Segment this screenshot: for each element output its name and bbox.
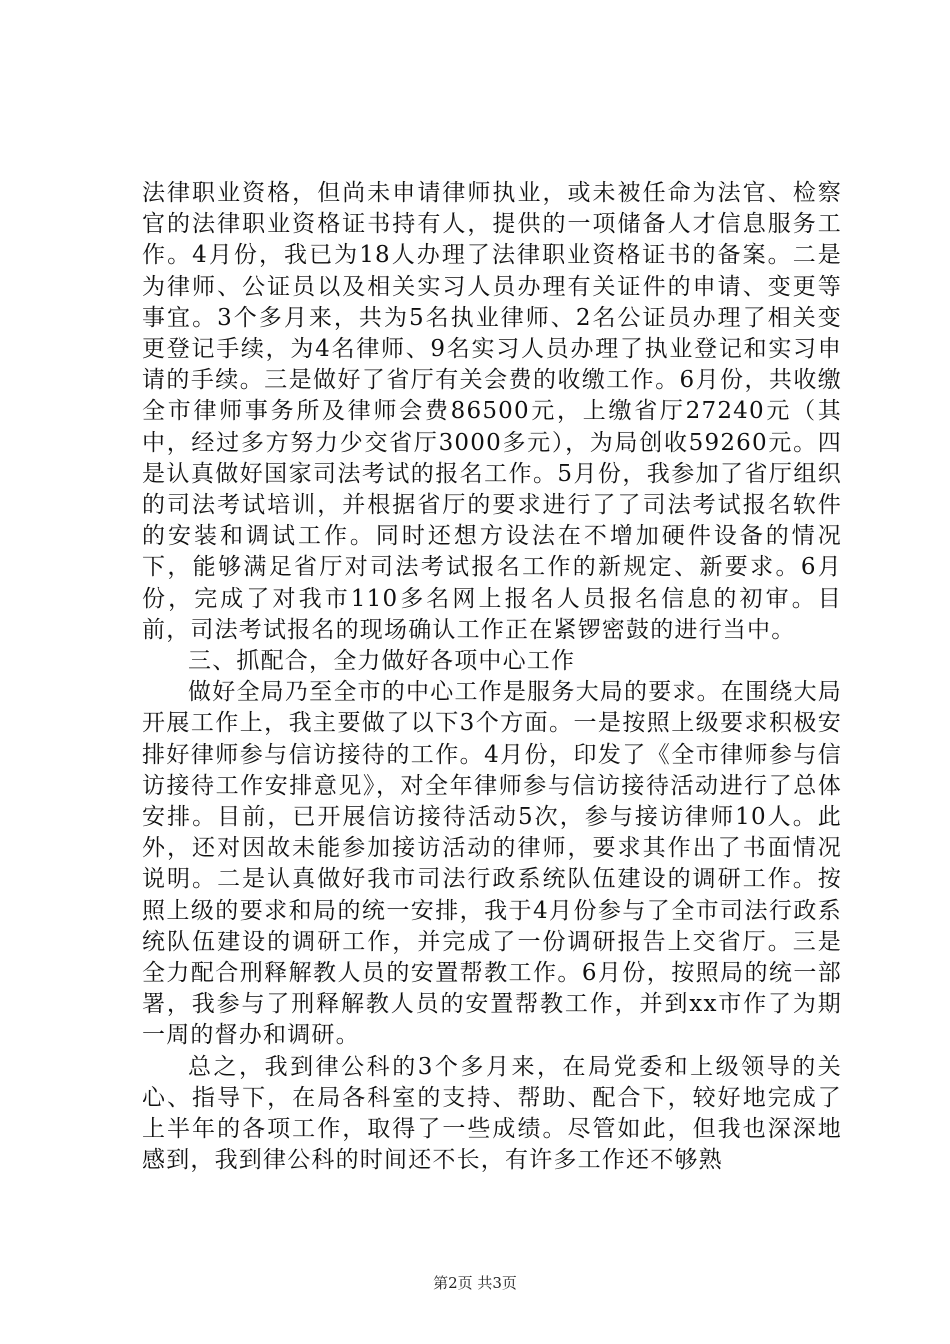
paragraph-central-work: 做好全局乃至全市的中心工作是服务大局的要求。在围绕大局开展工作上，我主要做了以下3个方面。一是按照上级要求积极安排好律师参与信访接待的工作。4月份，印发了《全市律师参与信访接待工作安排意见》，对全年律师参与信访接待活动进行了总体安排。目前，已开展信访接待活动5次，参与接访律师10人。此外，还对因故未能参加接访活动的律师，要求其作出了书面情况说明。二是认真做好我市司法行政系统队伍建设的调研工作。按照上级的要求和局的统一安排，我于4月份参与了全市司法行政系统队伍建设的调研工作，并完成了一份调研报告上交省厅。三是全力配合刑释解教人员的安置帮教工作。6月份，按照局的统一部署，我参与了刑释解教人员的安置帮教工作，并到xx市作了为期一周的督办和调研。 <box>142 679 842 1049</box>
section-heading: 三、抓配合，全力做好各项中心工作 <box>188 648 576 675</box>
page-footer: 第2页 共3页 <box>433 1274 517 1292</box>
paragraph-continuation: 法律职业资格，但尚未申请律师执业，或未被任命为法官、检察官的法律职业资格证书持有人，提供的一项储备人才信息服务工作。4月份，我已为18人办理了法律职业资格证书的备案。二是为律师、公证员以及相关实习人员办理有关证件的申请、变更等事宜。3个多月来，共为5名执业律师、2名公证员办理了相关变更登记手续，为4名律师、9名实习人员办理了执业登记和实习申请的手续。三是做好了省厅有关会费的收缴工作。6月份，共收缴全市律师事务所及律师会费86500元，上缴省厅27240元（其中，经过多方努力少交省厅3000多元），为局创收59260元。四是认真做好国家司法考试的报名工作。5月份，我参加了省厅组织的司法考试培训，并根据省厅的要求进行了了司法考试报名软件的安装和调试工作。同时还想方设法在不增加硬件设备的情况下，能够满足省厅对司法考试报名工作的新规定、新要求。6月份，完成了对我市110多名网上报名人员报名信息的初审。目前，司法考试报名的现场确认工作正在紧锣密鼓的进行当中。 <box>142 180 842 643</box>
paragraph-summary: 总之，我到律公科的3个多月来，在局党委和上级领导的关心、指导下，在局各科室的支持、帮助、配合下，较好地完成了上半年的各项工作，取得了一些成绩。尽管如此，但我也深深地感到，我到律公科的时间还不长，有许多工作还不够熟 <box>142 1053 842 1174</box>
document-body <box>142 178 842 1177</box>
